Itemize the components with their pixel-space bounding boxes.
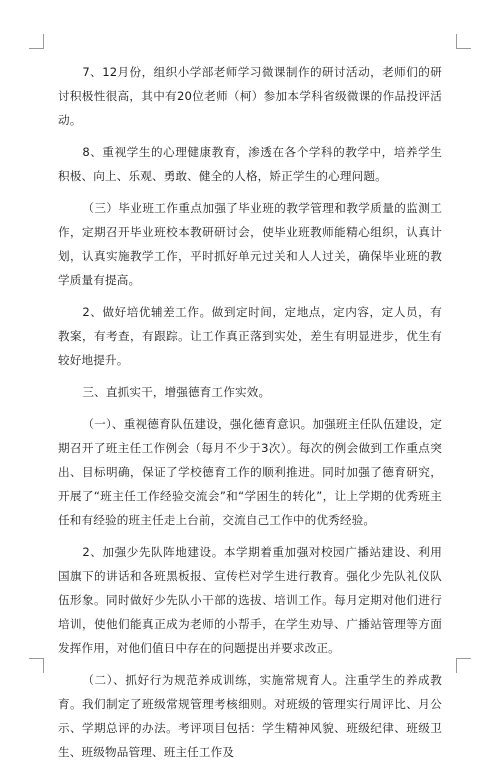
paragraph-item-8: 8、重视学生的心理健康教育，渗透在各个学科的教学中，培养学生积极、向上、乐观、勇敢、健全的人格，矫正学生的心理问题。 xyxy=(58,145,442,183)
crop-mark-top-right xyxy=(456,34,471,49)
section-heading-moral-education: 三、直抓实干，增强德育工作实效。 xyxy=(82,385,271,399)
crop-mark-bottom-left xyxy=(29,658,44,673)
document-body xyxy=(58,60,442,764)
paragraph-young-pioneers: 2、加强少先队阵地建设。本学期着重加强对校园广播站建设、利用国旗下的讲话和各班黑板报、宣传栏对学生进行教育。强化少先队礼仪队伍形象。同时做好少先队小干部的选拔、培训工作。每月定期对他们进行培训，使他们能真正成为老师的小帮手，在学生劝导、广播站管理等方面发挥作用，对他们值日中存在的问题提出并要求改正。 xyxy=(58,545,442,655)
crop-mark-top-left xyxy=(29,34,44,49)
paragraph-tutoring: 2、做好培优辅差工作。做到定时间，定地点，定内容，定人员，有教案，有考查，有跟踪。让工作真正落到实处，差生有明显进步，优生有较好地提升。 xyxy=(58,305,442,367)
crop-mark-bottom-right xyxy=(456,658,471,673)
paragraph-behavior-norms: （二）、抓好行为规范养成训练，实施常规育人。注重学生的养成教育。我们制定了班级常规管理考核细则。对班级的管理实行周评比、月公示、学期总评的办法。考评项目包括：学生精神风貌、班级纪律、班级卫生、班级物品管理、班主任工作及 xyxy=(58,673,442,759)
paragraph-graduating-class: （三）毕业班工作重点加强了毕业班的教学管理和教学质量的监测工作，定期召开毕业班校本教研研讨会，使毕业班教师能精心组织，认真计划，认真实施教学工作，平时抓好单元过关和人人过关，确保毕业班的教学质量有提高。 xyxy=(58,201,442,287)
paragraph-item-7: 7、12月份，组织小学部老师学习微课制作的研讨活动，老师们的研讨积极性很高，其中有20位老师（柯）参加本学科省级微课的作品投评活动。 xyxy=(58,65,442,127)
paragraph-moral-team: （一）、重视德育队伍建设，强化德育意识。加强班主任队伍建设，定期召开了班主任工作例会（每月不少于3次）。每次的例会做到工作重点突出、目标明确，保证了学校德育工作的顺利推进。同时加强了德育研究，开展了“班主任工作经验交流会”和“学困生的转化”，让上学期的优秀班主任和有经验的班主任走上台前，交流自己工作中的优秀经验。 xyxy=(58,417,442,527)
